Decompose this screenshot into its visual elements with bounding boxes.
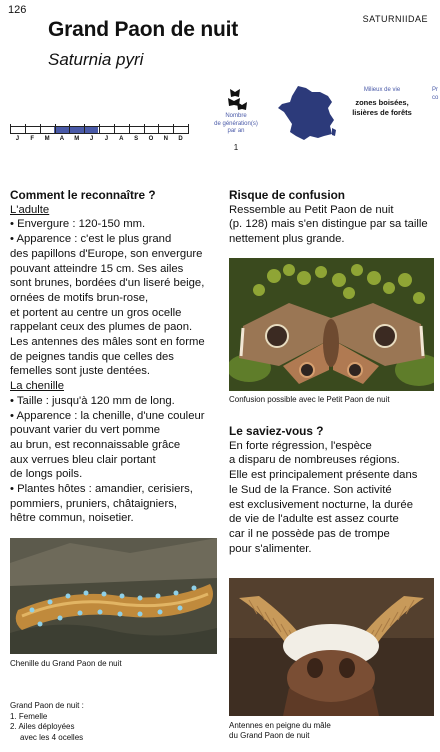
larva-text-line: • Plantes hôtes : amandier, cerisiers,: [10, 483, 193, 496]
flight-calendar: [10, 126, 188, 146]
did-you-know-text-line: Elle est principalement présente dans: [229, 469, 418, 482]
cropped-label: Pr co: [432, 87, 439, 101]
larva-text-line: pommiers, pruniers, châtaigniers,: [10, 497, 178, 510]
did-you-know-text: [229, 439, 439, 557]
calendar-month-letter: S: [134, 136, 139, 142]
did-you-know-text-line: En forte régression, l'espèce: [229, 439, 372, 452]
adult-text-line: de peignes tandis que celles des: [10, 350, 174, 363]
larva-text-line: au brun, est reconnaissable grâce: [10, 438, 181, 451]
adult-text-line: femelles sont juste dentées.: [10, 365, 151, 378]
small-emperor-moth-photo: [229, 258, 434, 391]
adult-heading: L'adulte: [10, 203, 50, 216]
adult-text-line: • Apparence : c'est le plus grand: [10, 233, 172, 246]
adult-text-line: sont brunes, bordées d'un liseré beige,: [10, 277, 205, 290]
legend-line: 1. Femelle: [10, 711, 48, 721]
larva-description: [10, 394, 222, 526]
calendar-tick: [129, 124, 130, 134]
calendar-month-letter: A: [59, 136, 65, 142]
confusion-caption: Confusion possible avec le Petit Paon de nuit: [229, 395, 390, 404]
calendar-tick: [69, 124, 70, 134]
confusion-section: [229, 188, 439, 247]
habitat-label: Milieux de vie: [363, 87, 401, 93]
caterpillar-caption: Chenille du Grand Paon de nuit: [10, 659, 122, 668]
calendar-tick: [84, 124, 85, 134]
calendar-tick: [114, 124, 115, 134]
species-title: Grand Paon de nuit: [48, 18, 239, 41]
calendar-month-letter: D: [178, 136, 183, 142]
adult-text-line: pouvant atteindre 15 cm. Ses ailes: [10, 262, 184, 275]
calendar-tick: [144, 124, 145, 134]
generation-count: 1: [233, 143, 239, 152]
did-you-know-text-line: est exclusivement nocturne, la durée: [229, 498, 413, 511]
confusion-text: [229, 203, 439, 247]
did-you-know-text-line: a disparu de nombreuses régions.: [229, 454, 400, 467]
larva-text-line: • Taille : jusqu'à 120 mm de long.: [10, 394, 175, 407]
larva-text-line: hêtre commun, noisetier.: [10, 512, 134, 525]
calendar-tick: [10, 124, 11, 134]
did-you-know-section: [229, 424, 439, 556]
larva-text-line: • Apparence : la chenille, d'une couleur: [10, 409, 205, 422]
legend-line: Grand Paon de nuit :: [10, 701, 84, 710]
latin-name: Saturnia pyri: [48, 50, 144, 69]
caterpillar-photo: [10, 538, 217, 654]
habitat-value: zones boisées, lisières de forêts: [352, 98, 412, 117]
antennae-caption: Antennes en peigne du mâle du Grand Paon de nuit: [229, 721, 331, 740]
adult-text-line: • Envergure : 120-150 mm.: [10, 218, 146, 231]
identification-section: [10, 188, 222, 526]
confusion-text-line: nettement plus grande.: [229, 233, 345, 246]
calendar-tick: [40, 124, 41, 134]
calendar-tick: [158, 124, 159, 134]
calendar-tick: [173, 124, 174, 134]
adult-text-line: ornées de motifs brun-rose,: [10, 291, 149, 304]
legend-line: 2. Ailes déployées: [10, 722, 75, 731]
calendar-month-letter: J: [104, 136, 109, 142]
calendar-active-period: [54, 127, 98, 133]
calendar-tick: [55, 124, 56, 134]
identification-heading: Comment le reconnaître ?: [10, 188, 156, 202]
adult-description: [10, 217, 222, 379]
calendar-month-letter: M: [74, 136, 80, 142]
legend-line: avec les 4 ocelles: [20, 732, 84, 742]
larva-text-line: pouvant varier du vert pomme: [10, 424, 161, 437]
butterfly-icon: [226, 86, 248, 112]
france-map-icon: [276, 84, 338, 142]
calendar-tick: [188, 124, 189, 134]
page-number: 126: [8, 4, 27, 16]
did-you-know-text-line: le Sud de la France. Son activité: [229, 483, 392, 496]
calendar-month-letter: M: [44, 136, 50, 142]
family-label: SATURNIIDAE: [362, 14, 428, 24]
confusion-text-line: (p. 128) mais s'en distingue par sa taille: [229, 218, 428, 231]
calendar-month-letter: J: [15, 136, 20, 142]
calendar-month-letter: O: [148, 136, 154, 142]
did-you-know-heading: Le saviez-vous ?: [229, 424, 324, 438]
did-you-know-text-line: de vie de l'adulte est assez courte: [229, 513, 399, 526]
generation-label: Nombre de génération(s) par an: [214, 113, 258, 134]
photo-legend: [10, 701, 84, 743]
calendar-tick: [25, 124, 26, 134]
adult-text-line: et portent au centre un gros ocelle: [10, 306, 182, 319]
larva-heading: La chenille: [10, 380, 65, 393]
adult-text-line: des papillons d'Europe, son envergure: [10, 247, 203, 260]
confusion-text-line: Ressemble au Petit Paon de nuit: [229, 203, 394, 216]
calendar-month-letter: N: [163, 136, 168, 142]
calendar-month-letter: A: [119, 136, 124, 142]
calendar-month-letter: F: [30, 136, 35, 142]
larva-text-line: de longs poils.: [10, 468, 83, 481]
adult-text-line: rappelant ceux des plumes de paon.: [10, 321, 193, 334]
adult-text-line: Les antennes des mâles sont en forme: [10, 336, 205, 349]
antennae-photo: [229, 578, 434, 716]
did-you-know-text-line: pour s'alimenter.: [229, 542, 312, 555]
larva-text-line: aux verrues bleu clair portant: [10, 453, 156, 466]
calendar-month-letter: J: [89, 136, 94, 142]
confusion-heading: Risque de confusion: [229, 188, 346, 202]
did-you-know-text-line: car il ne possède pas de trompe: [229, 527, 390, 540]
calendar-tick: [99, 124, 100, 134]
